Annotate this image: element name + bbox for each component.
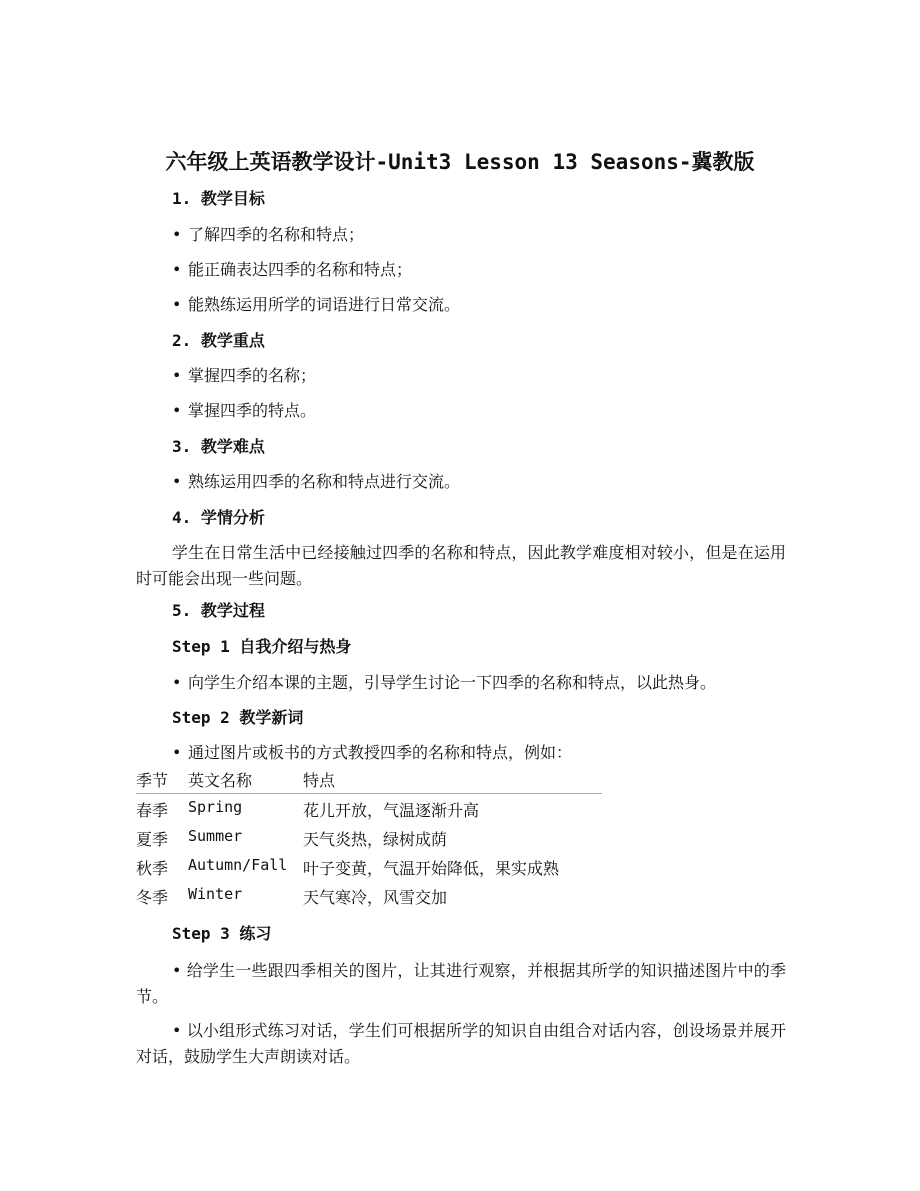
bullet: • [172,961,182,980]
bullet: • [172,260,182,279]
table-cell: 天气炎热，绿树成荫 [303,830,448,849]
list-item-text: 熟练运用四季的名称和特点进行交流。 [188,472,461,491]
table-cell: 冬季 [136,888,169,907]
list-item [172,400,316,422]
table-cell: Winter [188,885,243,903]
section-heading: 1. 教学目标 [172,189,265,208]
list-item [172,259,412,281]
list-item-text: 通过图片或板书的方式教授四季的名称和特点，例如： [188,743,573,762]
bullet: • [172,366,182,385]
table-cell: Summer [188,827,243,845]
section-heading: 2. 教学重点 [172,331,265,350]
list-item-text: 能正确表达四季的名称和特点； [188,260,413,279]
list-item [172,471,460,493]
list-item [172,742,572,764]
bullet: • [172,225,182,244]
bullet: • [172,401,182,420]
table-header-row [136,768,602,794]
list-item-text: 了解四季的名称和特点； [188,225,365,244]
section-heading: 3. 教学难点 [172,437,265,456]
list-item-text: 掌握四季的特点。 [188,401,317,420]
section-heading: 4. 学情分析 [172,508,265,527]
bullet: • [172,472,182,491]
table-cell: 天气寒冷，风雪交加 [303,888,448,907]
table-cell: 夏季 [136,830,169,849]
paragraph: 学生在日常生活中已经接触过四季的名称和特点，因此教学难度相对较小，但是在运用时可能会出现一些问题。 [136,543,786,588]
list-item-text: 向学生介绍本课的主题，引导学生讨论一下四季的名称和特点，以此热身。 [188,673,717,692]
table-row [136,827,602,856]
list-item [172,365,316,387]
step-title: Step 3 练习 [172,924,272,943]
document-title: 六年级上英语教学设计-Unit3 Lesson 13 Seasons-冀教版 [165,150,755,174]
bullet: • [172,743,182,762]
table-cell: Spring [188,798,243,816]
table-cell: 叶子变黄，气温开始降低，果实成熟 [303,859,560,878]
table-header: 季节 [136,771,169,790]
seasons-table [136,768,602,914]
table-cell: 春季 [136,801,169,820]
section-heading: 5. 教学过程 [172,601,265,620]
table-row [136,798,602,827]
table-row [136,885,602,914]
list-item [136,958,786,1010]
bullet: • [172,1021,182,1040]
bullet: • [172,673,182,692]
list-item-text: 给学生一些跟四季相关的图片，让其进行观察，并根据其所学的知识描述图片中的季节。 [136,961,786,1006]
bullet: • [172,295,182,314]
table-cell: 花儿开放，气温逐渐升高 [303,801,480,820]
table-cell: 秋季 [136,859,169,878]
list-item-text: 能熟练运用所学的词语进行日常交流。 [188,295,461,314]
list-item-text: 掌握四季的名称； [188,366,317,385]
list-item [136,1018,786,1070]
table-cell: Autumn/Fall [188,856,288,874]
table-header: 特点 [303,771,336,790]
table-header: 英文名称 [188,771,253,790]
list-item-text: 以小组形式练习对话，学生们可根据所学的知识自由组合对话内容，创设场景并展开对话，鼓励学生大声朗读对话。 [136,1021,786,1066]
list-item [172,224,364,246]
list-item [172,294,460,316]
list-item [172,672,716,694]
step-title: Step 2 教学新词 [172,708,304,727]
table-row [136,856,602,885]
step-title: Step 1 自我介绍与热身 [172,637,352,656]
